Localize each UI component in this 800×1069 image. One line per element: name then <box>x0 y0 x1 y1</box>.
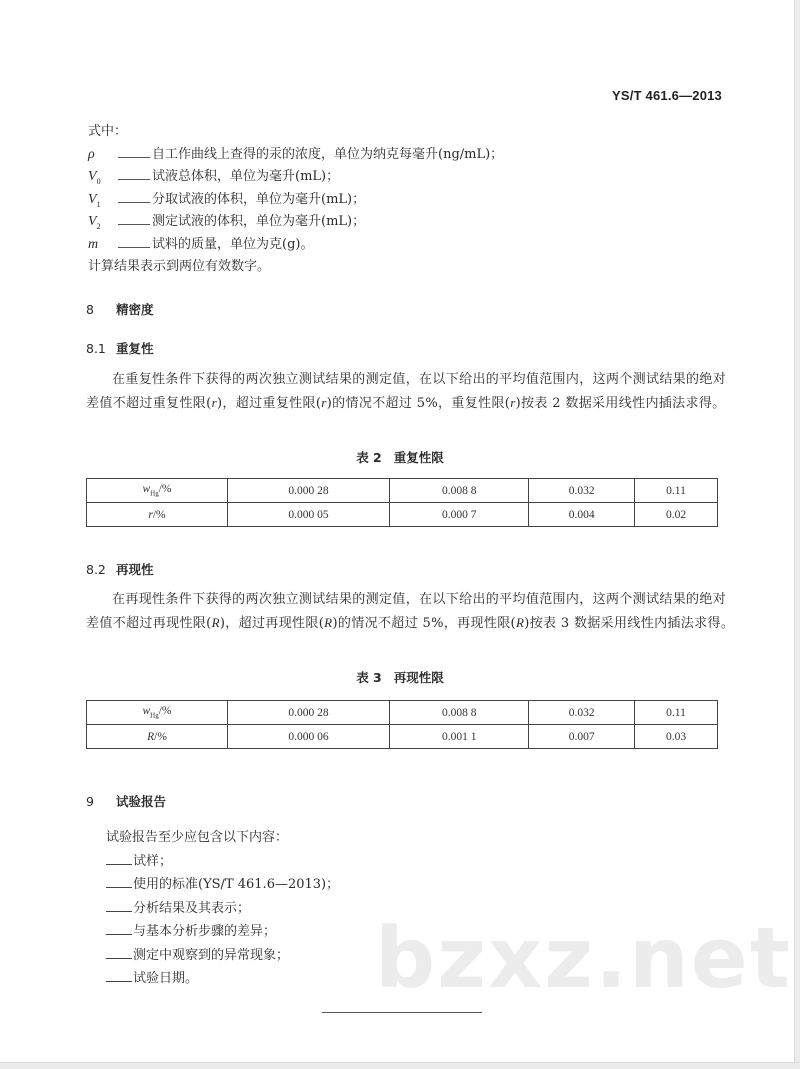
end-of-document-rule <box>322 1012 482 1013</box>
significant-figures-note: 计算结果表示到两位有效数字。 <box>88 259 271 274</box>
symbol-v2: $V_2$ <box>88 214 101 231</box>
list-item: 试验日期。 <box>106 967 339 991</box>
section-9-heading: 9 试验报告 <box>86 794 167 809</box>
dash <box>106 887 132 888</box>
dash <box>106 981 132 982</box>
definition-v1 <box>88 189 503 212</box>
table-2-caption: 表 2 重复性限 <box>356 450 444 465</box>
dash <box>118 179 150 180</box>
dash <box>106 864 132 865</box>
dash <box>118 224 150 225</box>
table-cell: 0.001 1 <box>390 725 529 749</box>
dash <box>106 958 132 959</box>
table-cell: 0.004 <box>529 503 635 527</box>
list-item: 分析结果及其表示； <box>106 897 339 921</box>
table-3-reproducibility-limits <box>86 700 718 749</box>
dash <box>106 911 132 912</box>
list-item: 试样； <box>106 850 339 874</box>
definition-m <box>88 234 503 257</box>
section-8-heading: 8 精密度 <box>86 302 154 317</box>
definition-rho <box>88 144 504 167</box>
definition-text: 试料的质量，单位为克(g)。 <box>152 236 314 252</box>
definition-text: 分取试液的体积，单位为毫升(mL)； <box>152 191 366 207</box>
definition-text: 试液总体积，单位为毫升(mL)； <box>152 169 340 184</box>
definition-text: 测定试液的体积，单位为毫升(mL)； <box>152 214 366 229</box>
table-3-caption: 表 3 再现性限 <box>356 670 444 685</box>
table-row <box>87 701 718 725</box>
table-2-repeatability-limits <box>86 478 718 527</box>
list-item: 使用的标准(YS/T 461.6—2013)； <box>106 873 339 897</box>
dash <box>118 157 150 158</box>
report-intro: 试验报告至少应包含以下内容： <box>106 830 289 845</box>
table-cell: 0.000 7 <box>390 503 529 527</box>
table-cell: 0.032 <box>529 479 635 503</box>
repeatability-paragraph: 在重复性条件下获得的两次独立测试结果的测定值，在以下给出的平均值范围内，这两个测试结果的绝对差值不超过重复性限(r)，超过重复性限(r)的情况不超过 5%，重复性限(r)按表 2 数据采用线性内插法求得。 <box>86 372 727 411</box>
row-header-r: r/% <box>87 503 228 527</box>
definition-v2 <box>88 211 503 234</box>
page-edge-right <box>794 0 800 1068</box>
table-cell: 0.000 28 <box>228 701 390 725</box>
formula-definitions <box>88 121 504 279</box>
symbol-m: m <box>88 236 99 252</box>
test-report-contents <box>106 826 339 991</box>
list-item: 测定中观察到的异常现象； <box>106 944 339 968</box>
dash <box>106 934 132 935</box>
definition-v0 <box>88 166 503 189</box>
symbol-v1: $V_1$ <box>88 191 101 209</box>
table-row <box>87 479 718 503</box>
standard-number-header: YS/T 461.6—2013 <box>612 88 722 103</box>
table-cell: 0.03 <box>635 725 718 749</box>
table-cell: 0.000 06 <box>228 725 390 749</box>
table-cell: 0.11 <box>635 701 718 725</box>
symbol-v0: $V_0$ <box>88 169 101 186</box>
table-cell: 0.000 05 <box>228 503 390 527</box>
watermark: bzxz.net <box>375 909 792 1007</box>
table-cell: 0.008 8 <box>390 701 529 725</box>
dash <box>118 202 150 203</box>
table-cell: 0.11 <box>635 479 718 503</box>
table-cell: 0.02 <box>635 503 718 527</box>
dash <box>118 247 150 248</box>
symbol-rho: ρ <box>88 146 95 162</box>
row-header-R: R/% <box>87 725 228 749</box>
definitions-intro: 式中： <box>88 124 128 139</box>
table-cell: 0.000 28 <box>228 479 390 503</box>
table-row <box>87 503 718 527</box>
row-header-mass-fraction: $w_{Hg}/\%$ <box>87 479 228 503</box>
table-cell: 0.007 <box>529 725 635 749</box>
section-8-2-heading: 8.2 再现性 <box>86 562 154 577</box>
section-8-1-heading: 8.1 重复性 <box>86 341 154 356</box>
row-header-mass-fraction: $w_{Hg}/\%$ <box>87 701 228 725</box>
table-row <box>87 725 718 749</box>
reproducibility-paragraph: 在再现性条件下获得的两次独立测试结果的测定值，在以下给出的平均值范围内，这两个测试结果的绝对差值不超过再现性限(R)，超过再现性限(R)的情况不超过 5%，再现性限(R)按表 3 数据采用线性内插法求得。 <box>86 592 735 631</box>
definition-text: 自工作曲线上查得的汞的浓度，单位为纳克每毫升(ng/mL)； <box>152 146 504 162</box>
table-cell: 0.032 <box>529 701 635 725</box>
table-cell: 0.008 8 <box>390 479 529 503</box>
list-item: 与基本分析步骤的差异； <box>106 920 339 944</box>
